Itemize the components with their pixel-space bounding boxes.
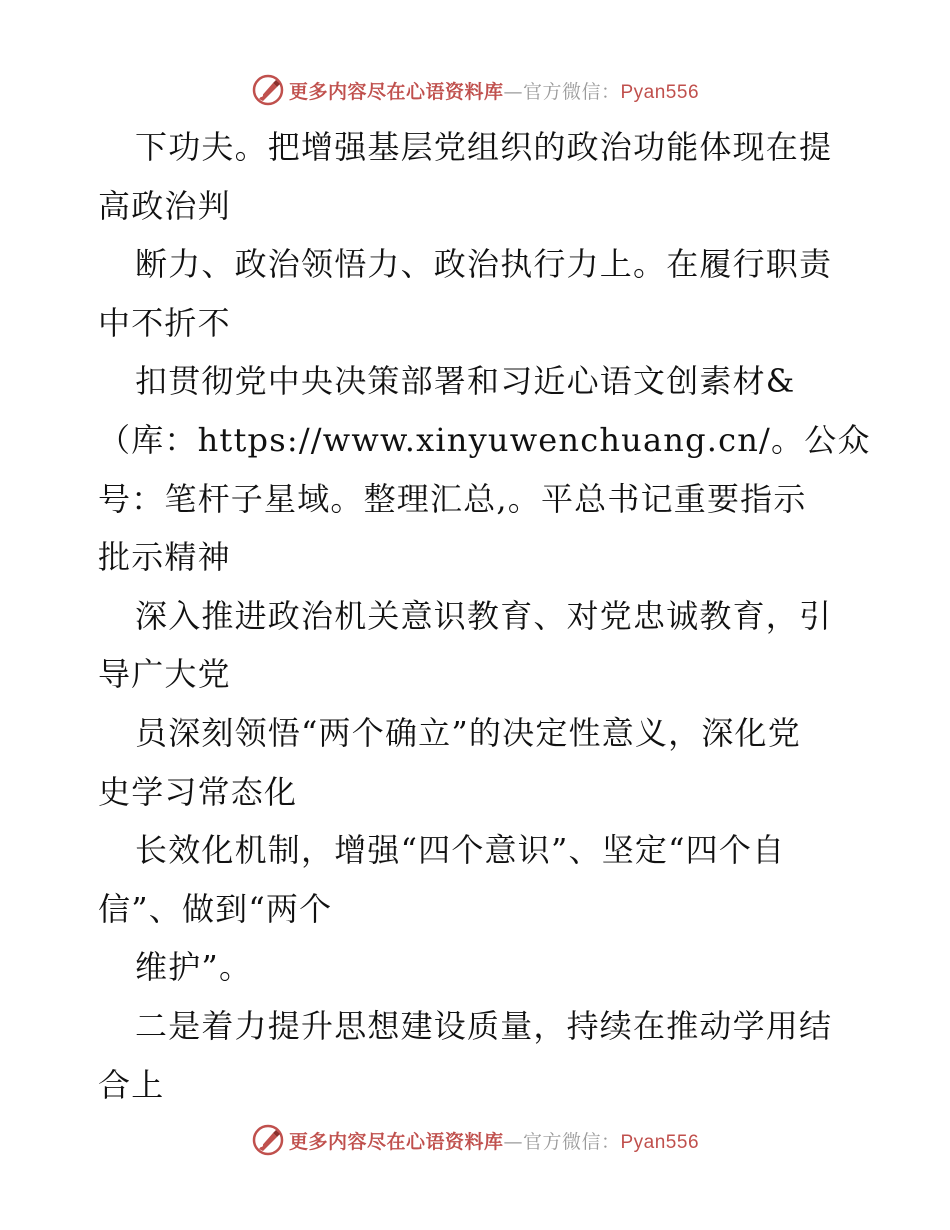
body-line: 高政治判 bbox=[98, 186, 231, 225]
body-line: 史学习常态化 bbox=[98, 772, 298, 811]
body-line: 二是着力提升思想建设质量，持续在推动学用结 bbox=[135, 1006, 833, 1045]
body-line: 导广大党 bbox=[98, 655, 231, 694]
body-line: 长效化机制，增强“四个意识”、坚定“四个自 bbox=[135, 831, 786, 870]
pen-logo-icon bbox=[251, 73, 285, 107]
pen-logo-icon bbox=[251, 1123, 285, 1157]
header-wechat-label: 官方微信： bbox=[522, 80, 621, 103]
footer-banner-title: 更多内容尽在心语资料库 bbox=[288, 1130, 504, 1153]
header-banner-text bbox=[289, 77, 699, 104]
body-line: 号：笔杆子星域。整理汇总,。平总书记重要指示 bbox=[98, 479, 807, 518]
footer-wechat-id: Pyan556 bbox=[620, 1131, 700, 1153]
document-body bbox=[98, 118, 871, 1114]
footer-banner bbox=[0, 1120, 950, 1160]
body-line: 员深刻领悟“两个确立”的决定性意义，深化党 bbox=[135, 713, 801, 752]
footer-wechat-label: 官方微信： bbox=[522, 1130, 621, 1153]
body-line: 合上 bbox=[98, 1065, 165, 1104]
body-line: 信”、做到“两个 bbox=[98, 889, 333, 928]
footer-banner-dash: — bbox=[503, 1130, 523, 1153]
footer-banner-text bbox=[289, 1127, 699, 1154]
body-line: 断力、政治领悟力、政治执行力上。在履行职责 bbox=[135, 245, 833, 284]
header-banner bbox=[0, 70, 950, 110]
header-banner-title: 更多内容尽在心语资料库 bbox=[288, 80, 504, 103]
body-line: 中不折不 bbox=[98, 303, 231, 342]
body-line: 下功夫。把增强基层党组织的政治功能体现在提 bbox=[135, 128, 833, 166]
body-line: （库：https://www.xinyuwenchuang.cn/。公众 bbox=[98, 420, 871, 459]
header-wechat-id: Pyan556 bbox=[620, 81, 700, 103]
body-line: 深入推进政治机关意识教育、对党忠诚教育，引 bbox=[135, 596, 833, 635]
body-line: 维护”。 bbox=[135, 948, 253, 987]
body-line: 扣贯彻党中央决策部署和习近心语文创素材& bbox=[135, 362, 796, 401]
header-banner-dash: — bbox=[503, 80, 523, 103]
body-line: 批示精神 bbox=[98, 538, 231, 577]
